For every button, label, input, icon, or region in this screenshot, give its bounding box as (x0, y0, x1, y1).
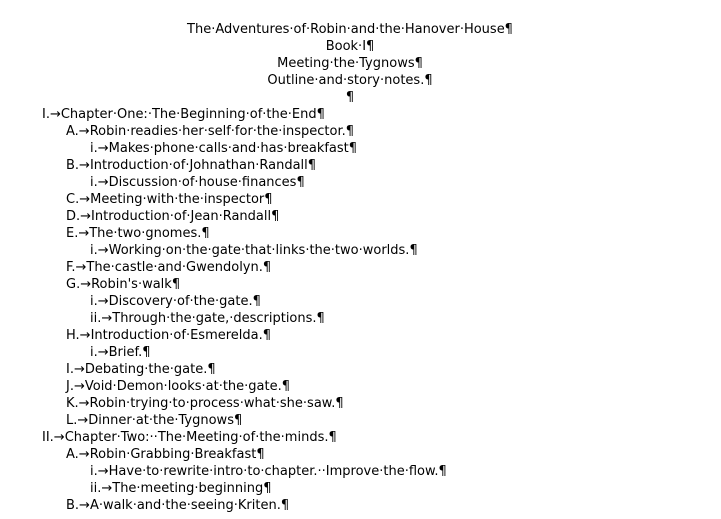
outline-item-level-2: C.→Meeting·with·the·inspector¶ (66, 192, 273, 207)
outline-item-level-3: i.→Brief.¶ (90, 345, 151, 360)
outline-item-level-2: L.→Dinner·at·the·Tygnows¶ (66, 413, 243, 428)
outline-item-level-3: i.→Discussion·of·house·finances¶ (90, 175, 305, 190)
outline-item-level-2: I.→Debating·the·gate.¶ (66, 362, 216, 377)
document-title: The·Adventures·of·Robin·and·the·Hanover·House¶ (187, 22, 513, 37)
outline-item-level-2: A.→Robin·Grabbing·Breakfast¶ (66, 447, 265, 462)
subtitle: Meeting·the·Tygnows¶ (277, 56, 423, 71)
outline-item-level-2: K.→Robin·trying·to·process·what·she·saw.¶ (66, 396, 344, 411)
outline-item-level-3: i.→Have·to·rewrite·intro·to·chapter.··Improve·the·flow.¶ (90, 464, 447, 479)
outline-item-level-3: i.→Makes·phone·calls·and·has·breakfast¶ (90, 141, 358, 156)
notes-label: Outline·and·story·notes.¶ (267, 73, 433, 88)
outline-item-level-3: i.→Discovery·of·the·gate.¶ (90, 294, 261, 309)
empty-paragraph-mark: ¶ (345, 90, 355, 105)
outline-item-level-2: G.→Robin's·walk¶ (66, 277, 181, 292)
outline-item-level-3: ii.→Through·the·gate,·descriptions.¶ (90, 311, 325, 326)
book-label: Book·I¶ (325, 39, 375, 54)
outline-item-level-2: B.→A·walk·and·the·seeing·Kriten.¶ (66, 498, 290, 513)
outline-item-level-2: A.→Robin·readies·her·self·for·the·inspector.¶ (66, 124, 355, 139)
outline-item-level-2: J.→Void·Demon·looks·at·the·gate.¶ (66, 379, 291, 394)
outline-item-level-2: E.→The·two·gnomes.¶ (66, 226, 210, 241)
outline-item-level-3: i.→Working·on·the·gate·that·links·the·two·worlds.¶ (90, 243, 418, 258)
outline-item-level-3: ii.→The·meeting·beginning¶ (90, 481, 272, 496)
outline-item-level-1: II.→Chapter·Two:··The·Meeting·of·the·minds.¶ (42, 430, 337, 445)
outline-item-level-2: D.→Introduction·of·Jean·Randall¶ (66, 209, 280, 224)
outline-item-level-2: H.→Introduction·of·Esmerelda.¶ (66, 328, 272, 343)
outline-item-level-1: I.→Chapter·One:·The·Beginning·of·the·End¶ (42, 107, 325, 122)
outline-item-level-2: F.→The·castle·and·Gwendolyn.¶ (66, 260, 272, 275)
outline-item-level-2: B.→Introduction·of·Johnathan·Randall¶ (66, 158, 317, 173)
